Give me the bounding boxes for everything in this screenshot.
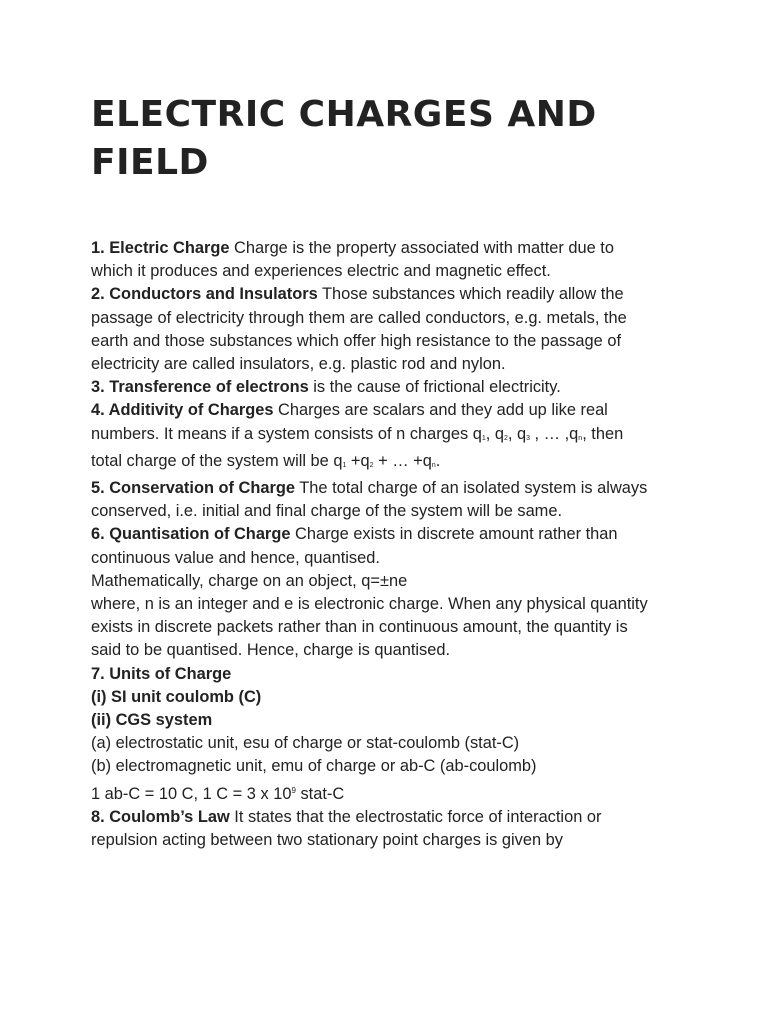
text-fragment: numbers. It means if a system consists of n charges q: [91, 424, 482, 443]
subscript: n: [578, 434, 583, 442]
section-6-heading: 6. Quantisation of Charge: [91, 525, 291, 544]
section-7-sub-ii-line: [91, 709, 681, 732]
section-2-line-4: electricity are called insulators, e.g. plastic rod and nylon.: [91, 355, 506, 374]
text-fragment: + … +q: [373, 451, 432, 470]
section-5-text: The total charge of an isolated system is always: [295, 479, 648, 498]
subscript: 2: [369, 461, 374, 469]
superscript: 9: [291, 785, 296, 795]
section-4-line-3: [91, 450, 681, 477]
section-8-text: It states that the electrostatic force of interaction or: [229, 807, 602, 826]
section-5-line-1: [91, 477, 681, 500]
section-5-line-2: conserved, i.e. initial and final charge of the system will be same.: [91, 502, 563, 521]
section-6-line-5: exists in discrete packets rather than in continuous amount, the quantity is: [91, 618, 628, 637]
subscript: 3: [526, 434, 530, 442]
subscript: 1: [342, 461, 347, 469]
section-7-sub-ii: (ii) CGS system: [91, 711, 213, 730]
section-1-line-1: [91, 237, 681, 260]
section-4-text: Charges are scalars and they add up like real: [273, 401, 608, 420]
text-fragment: , q: [485, 424, 504, 443]
section-6-line-3: Mathematically, charge on an object, q=±ne: [91, 571, 408, 590]
document-body: [91, 237, 681, 852]
text-fragment: , q: [507, 424, 527, 443]
section-2-line-3: earth and those substances which offer high resistance to the passage of: [91, 331, 621, 350]
page-title: ELECTRIC CHARGES AND FIELD: [91, 94, 597, 183]
section-1-text: Charge is the property associated with matter due to: [229, 239, 614, 257]
section-6-text: Charge exists in discrete amount rather than: [290, 525, 618, 544]
section-1-line-2: which it produces and experiences electric and magnetic effect.: [91, 262, 551, 281]
text-fragment: total charge of the system will be q: [91, 451, 343, 470]
section-3-line-1: [91, 376, 681, 399]
text-fragment: 1 ab-C = 10 C, 1 C = 3 x 10: [91, 784, 292, 803]
section-7-heading-line: [91, 663, 681, 686]
text-fragment: stat-C: [295, 784, 345, 803]
section-4-line-1: [91, 399, 681, 422]
section-5-heading: 5. Conservation of Charge: [91, 479, 296, 498]
section-7-sub-i-line: [91, 686, 681, 709]
section-3-heading: 3. Transference of electrons: [91, 378, 309, 397]
section-6-line-4: where, n is an integer and e is electronic charge. When any physical quantity: [91, 595, 648, 614]
section-8-heading: 8. Coulomb’s Law: [91, 807, 230, 826]
section-7-item-b: (b) electromagnetic unit, emu of charge or ab-C (ab-coulomb): [91, 757, 537, 776]
section-2-line-2: passage of electricity through them are called conductors, e.g. metals, the: [91, 308, 627, 327]
subscript: 1: [481, 434, 486, 442]
section-2-text: Those substances which readily allow the: [317, 285, 624, 304]
section-7-sub-i: (i) SI unit coulomb (C): [91, 687, 262, 706]
text-fragment: .: [435, 451, 441, 470]
section-6-line-1: [91, 523, 681, 546]
section-6-line-6: said to be quantised. Hence, charge is quantised.: [91, 641, 451, 660]
section-8-line-1: [91, 806, 681, 829]
section-4-line-2: [91, 423, 681, 450]
section-8-line-2: repulsion acting between two stationary point charges is given by: [91, 831, 563, 850]
subscript: 2: [503, 434, 508, 442]
text-fragment: , … ,q: [530, 424, 579, 443]
section-2-heading: 2. Conductors and Insulators: [91, 285, 318, 304]
subscript: n: [431, 461, 436, 469]
section-2-line-1: [91, 283, 681, 306]
text-fragment: , then: [582, 424, 624, 443]
section-7-item-a: (a) electrostatic unit, esu of charge or stat-coulomb (stat-C): [91, 734, 520, 753]
section-7-heading: 7. Units of Charge: [91, 664, 232, 683]
section-3-text: is the cause of frictional electricity.: [308, 378, 561, 397]
text-fragment: +q: [346, 451, 370, 470]
section-1-heading: 1. Electric Charge: [91, 239, 230, 257]
section-7-relation: [91, 779, 681, 806]
section-6-line-2: continuous value and hence, quantised.: [91, 548, 380, 567]
section-4-heading: 4. Additivity of Charges: [91, 401, 274, 420]
